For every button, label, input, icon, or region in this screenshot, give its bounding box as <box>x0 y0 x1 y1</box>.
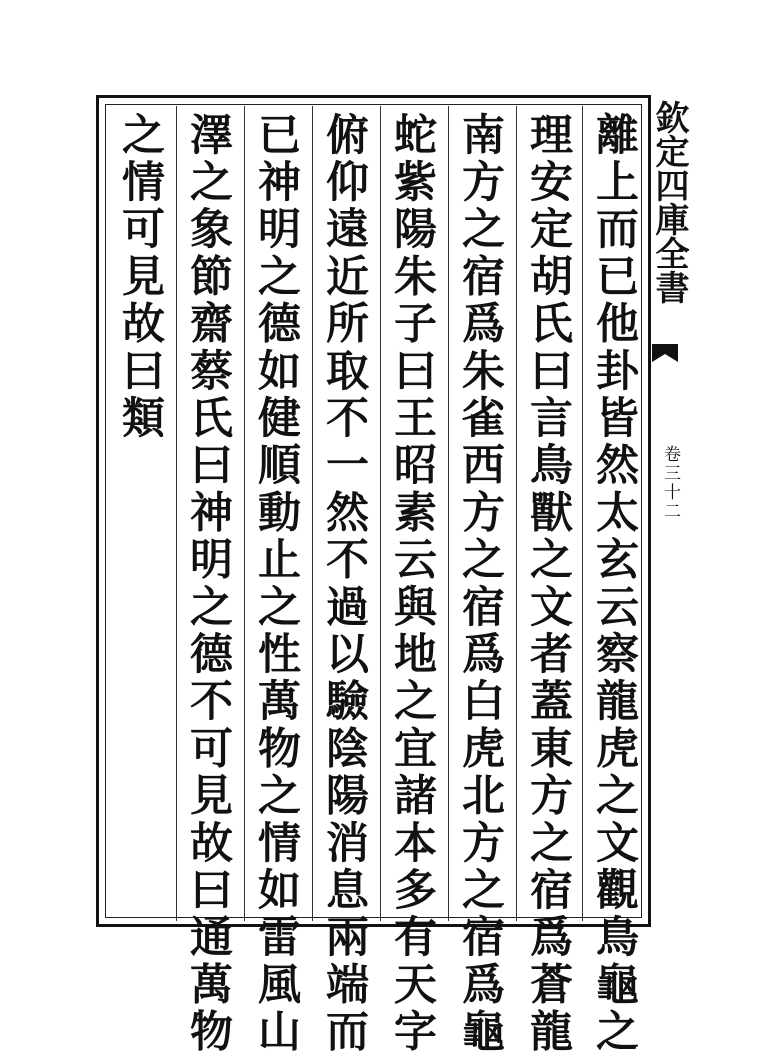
text-column-4: 蛇紫陽朱子曰王昭素云與地之宜諸本多有天字 <box>387 112 437 1056</box>
book-title: 欽定四庫全書 <box>649 100 689 304</box>
volume-number: 卷三十二 <box>660 445 680 521</box>
column-rule <box>380 106 381 921</box>
text-column-5: 俯仰遠近所取不一然不過以驗陰陽消息兩端而 <box>319 112 369 1056</box>
text-column-7: 澤之象節齋蔡氏曰神明之德不可見故曰通萬物 <box>183 112 233 1056</box>
column-rule <box>176 106 177 921</box>
column-rule <box>312 106 313 921</box>
column-rule <box>244 106 245 921</box>
text-column-2: 理安定胡氏曰言鳥獸之文者蓋東方之宿爲蒼龍 <box>523 112 573 1056</box>
fishtail-mark-icon <box>650 340 680 366</box>
text-column-6: 已神明之德如健順動止之性萬物之情如雷風山 <box>251 112 301 1056</box>
column-rule <box>516 106 517 921</box>
column-rule <box>448 106 449 921</box>
text-column-1: 離上而已他卦皆然太玄云察龍虎之文觀鳥龜之 <box>589 112 639 1056</box>
text-column-8: 之情可見故曰類 <box>115 112 165 443</box>
column-rule <box>582 106 583 921</box>
text-column-3: 南方之宿爲朱雀西方之宿爲白虎北方之宿爲龜 <box>455 112 505 1056</box>
